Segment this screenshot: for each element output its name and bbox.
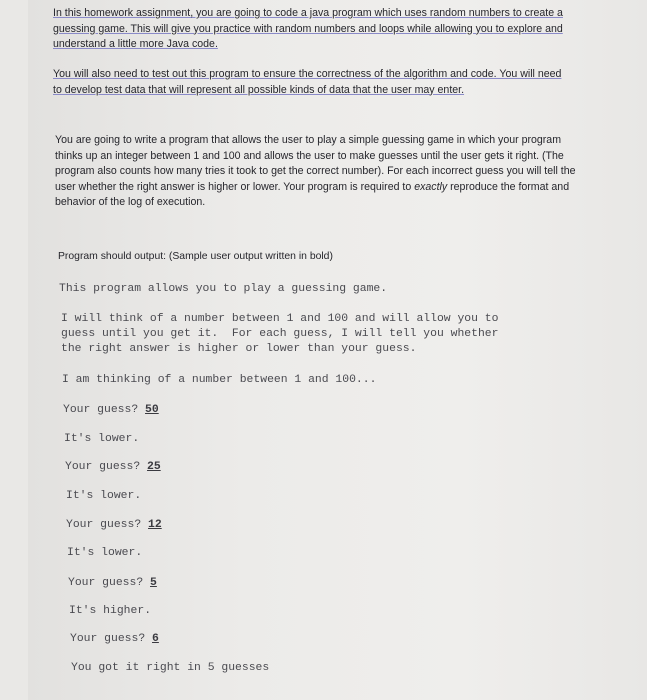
log-guess-line	[65, 460, 161, 475]
log-response-line: It's lower.	[67, 547, 143, 559]
output-label: Program should output: (Sample user output written in bold)	[58, 251, 333, 262]
log-guess-line	[66, 518, 162, 533]
log-response-line: It's higher.	[69, 605, 152, 617]
log-explain-line-3: the right answer is higher or lower than your guess.	[61, 343, 417, 355]
intro-paragraph-1	[53, 6, 573, 53]
intro-paragraph-1-text: In this homework assignment, you are going to code a java program which uses random numbers to create a guessing game. This will give you practice with random numbers and loops while allowing you to explore and understand a little more Java code.	[53, 7, 563, 50]
task-description	[55, 133, 580, 211]
log-response-line: It's lower.	[66, 490, 142, 502]
guess-prompt: Your guess?	[65, 461, 148, 473]
guess-value: 12	[148, 519, 162, 531]
task-description-lead: You are going to write a program that allows the user to play a simple guessing game in which your program thinks up an integer between 1 and 100 and allows the user to make guesses until the user gets it right. (The program also counts how many tries it took to get the correct number). For each incorrect guess you will tell the user whether the right answer is higher or lower. Your program is required to	[55, 134, 576, 193]
log-response-line: It's lower.	[64, 433, 140, 445]
log-guess-line	[63, 403, 159, 418]
intro-paragraph-2-text: You will also need to test out this program to ensure the correctness of the algorithm and code. You will need to develop test data that will represent all possible kinds of data that the user may enter.	[53, 68, 562, 96]
log-guess-line	[70, 632, 159, 647]
log-explain-line-2: guess until you get it. For each guess, I will tell you whether	[61, 328, 499, 340]
log-thinking-line: I am thinking of a number between 1 and 100...	[62, 374, 377, 386]
guess-prompt: Your guess?	[68, 577, 151, 589]
guess-value: 5	[150, 577, 157, 589]
task-description-tail: reproduce the format and behavior of the log of execution.	[55, 180, 570, 208]
intro-paragraph-2	[53, 67, 573, 98]
log-explain-line-1: I will think of a number between 1 and 100 and will allow you to	[61, 313, 499, 325]
log-intro-line: This program allows you to play a guessing game.	[59, 283, 388, 295]
log-guess-line	[68, 576, 157, 591]
guess-value: 25	[147, 461, 161, 473]
task-description-emphasis: exactly	[414, 180, 448, 193]
log-final-line: You got it right in 5 guesses	[71, 662, 270, 674]
guess-prompt: Your guess?	[66, 519, 149, 531]
guess-value: 6	[152, 633, 159, 645]
guess-value: 50	[145, 404, 159, 416]
guess-prompt: Your guess?	[70, 633, 153, 645]
guess-prompt: Your guess?	[63, 404, 146, 416]
